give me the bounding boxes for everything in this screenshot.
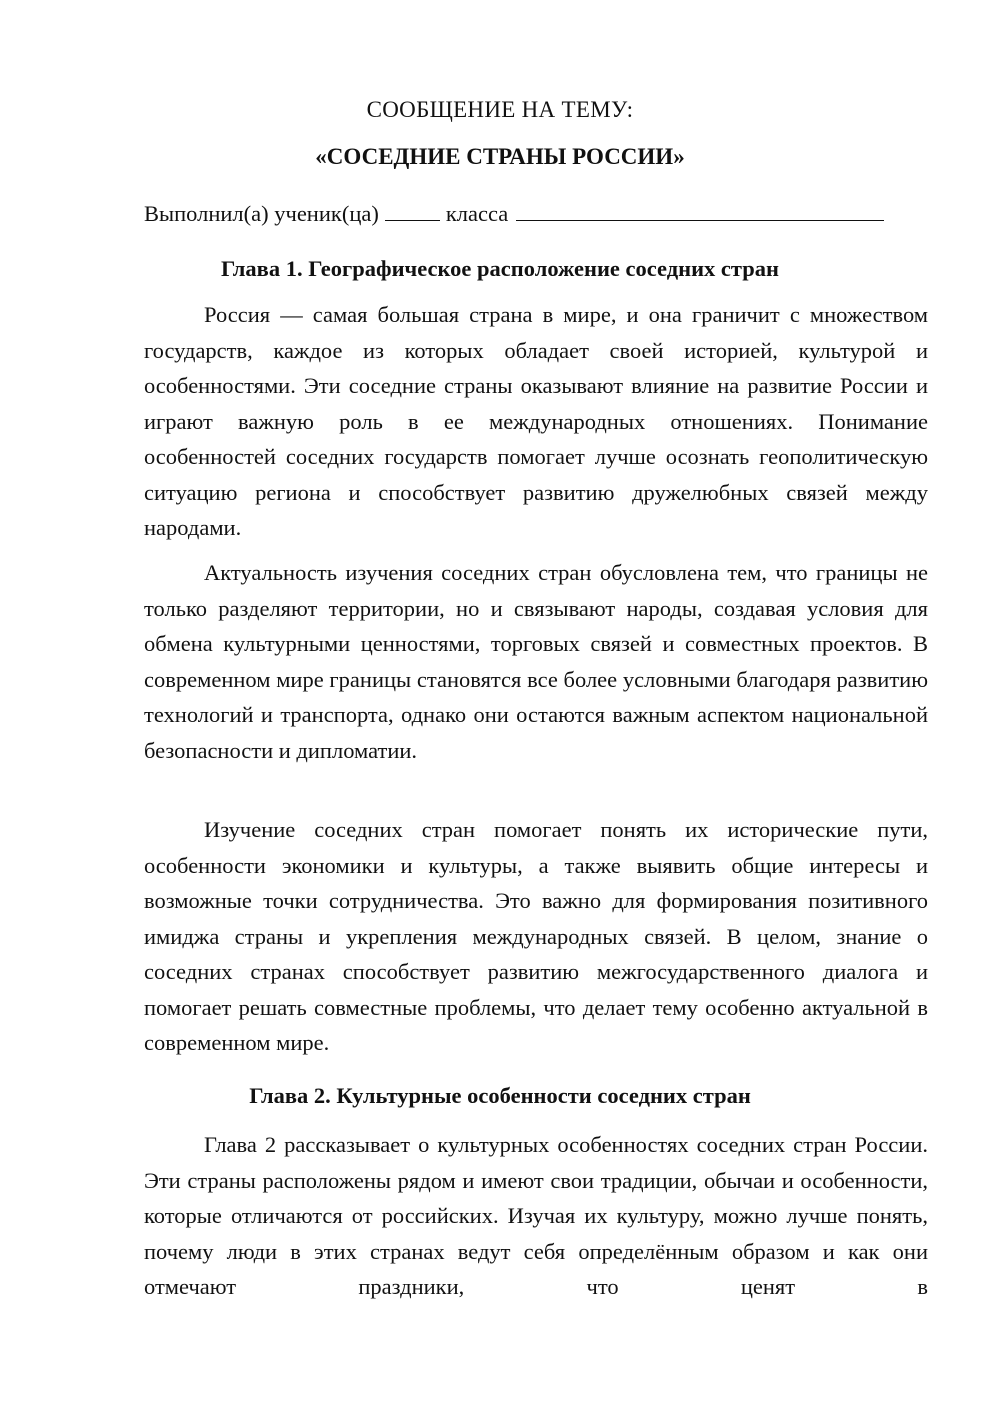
chapter-2-heading: Глава 2. Культурные особенности соседних стран [249, 1083, 751, 1108]
class-number-blank[interactable] [385, 202, 440, 221]
performer-label: Выполнил(а) ученик(ца) [144, 201, 379, 226]
chapter-1-paragraph: Изучение соседних стран помогает понять их исторические пути, особенности экономики и культуры, а также выявить общие интересы и возможные точки сотрудничества. Это важно для формирования позитивного имиджа страны и укрепления международных связей. В целом, знание о соседних странах способствует развитию межгосударственного диалога и помогает решать совместные проблемы, что делает тему особенно актуальной в современном мире. [144, 817, 928, 1055]
performer-line [144, 200, 934, 227]
chapter-1-heading: Глава 1. Географическое расположение соседних стран [221, 256, 779, 281]
document-title-line-1: СООБЩЕНИЕ НА ТЕМУ: [366, 97, 634, 122]
class-label: класса [445, 201, 509, 226]
chapter-1-paragraph: Актуальность изучения соседних стран обусловлена тем, что границы не только разделяют территории, но и связывают народы, создавая условия для обмена культурными ценностями, торговых связей и совместных проектов. В современном мире границы становятся все более условными благодаря развитию технологий и транспорта, однако они остаются важным аспектом национальной безопасности и дипломатии. [144, 560, 928, 763]
chapter-1-paragraph: Россия — самая большая страна в мире, и она граничит с множеством государств, каждое из которых обладает своей историей, культурой и особенностями. Эти соседние страны оказывают влияние на развитие России и играют важную роль в ее международных отношениях. Понимание особенностей соседних государств помогает лучше осознать геополитическую ситуацию региона и способствует развитию дружелюбных связей между народами. [144, 302, 928, 540]
chapter-2-paragraph: Глава 2 рассказывает о культурных особенностях соседних стран России. Эти страны расположены рядом и имеют свои традиции, обычаи и особенности, которые отличаются от российских. Изучая их культуру, можно лучше понять, почему люди в этих странах ведут себя определённым образом и как они отмечают праздники, что ценят в [144, 1132, 928, 1299]
document-title-line-2: «СОСЕДНИЕ СТРАНЫ РОССИИ» [315, 144, 685, 169]
student-name-blank[interactable] [516, 202, 884, 221]
